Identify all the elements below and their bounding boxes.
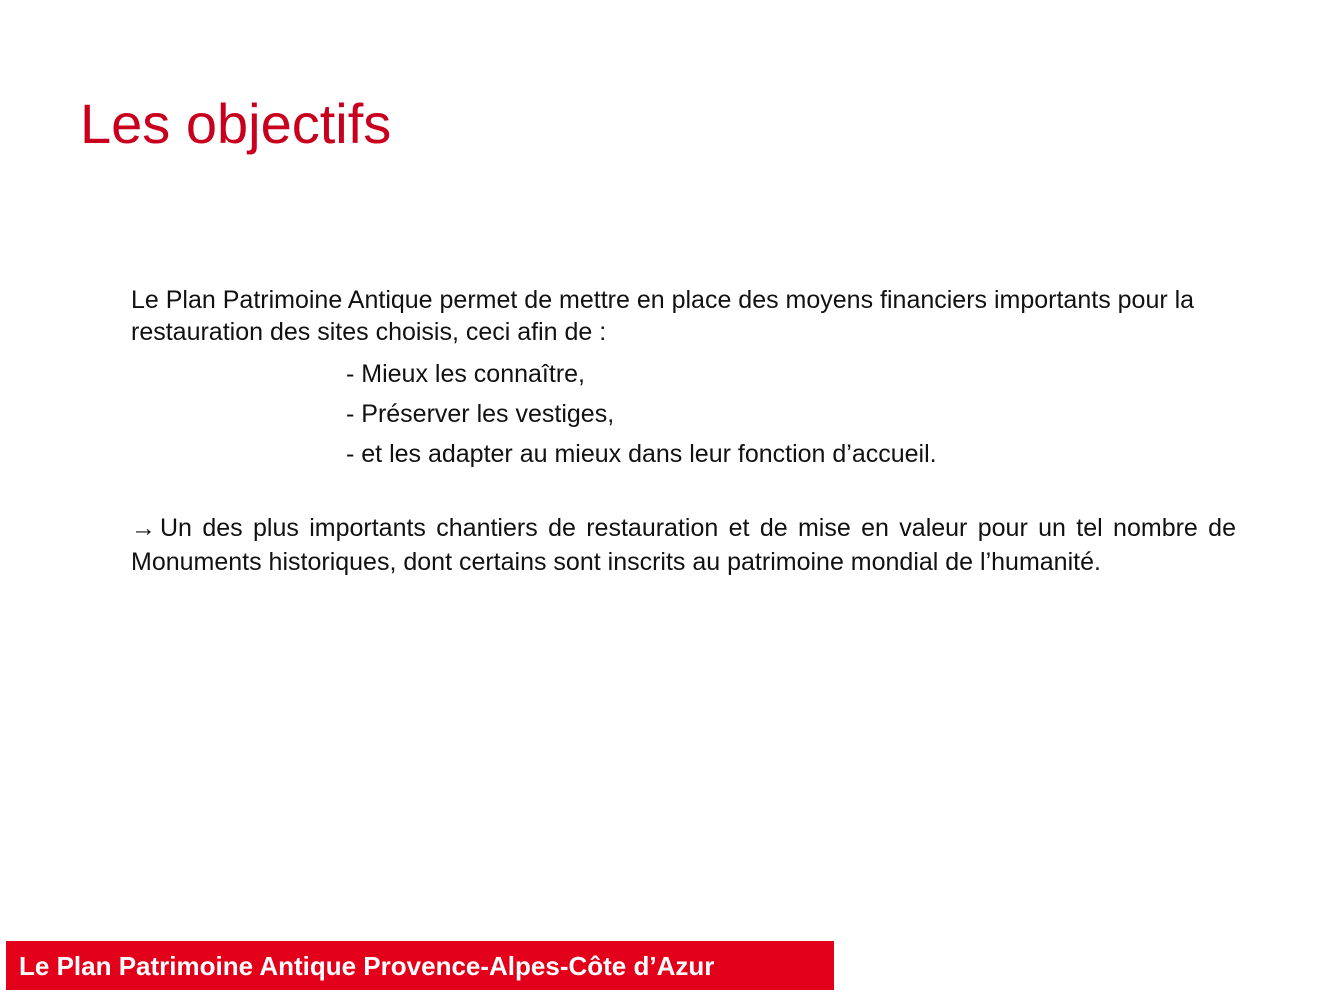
list-item: - Mieux les connaître, — [346, 360, 585, 388]
list-item: - et les adapter au mieux dans leur fonction d’accueil. — [346, 440, 937, 468]
list-item: - Préserver les vestiges, — [346, 400, 615, 428]
footer-banner — [6, 941, 834, 990]
intro-paragraph: Le Plan Patrimoine Antique permet de mettre en place des moyens financiers importants pour la restauration des sites choisis, ceci afin de : — [131, 286, 1195, 346]
conclusion-text: Un des plus importants chantiers de restauration et de mise en valeur pour un tel nombre de Monuments historiques, dont certains sont inscrits au patrimoine mondial de l’humanité. — [131, 514, 1236, 576]
slide-title: Les objectifs — [80, 92, 392, 155]
right-arrow-icon: → — [131, 514, 156, 542]
conclusion-paragraph — [131, 511, 1236, 579]
objectives-list — [346, 354, 937, 474]
footer-label: Le Plan Patrimoine Antique Provence-Alpes-Côte d’Azur — [19, 950, 715, 981]
